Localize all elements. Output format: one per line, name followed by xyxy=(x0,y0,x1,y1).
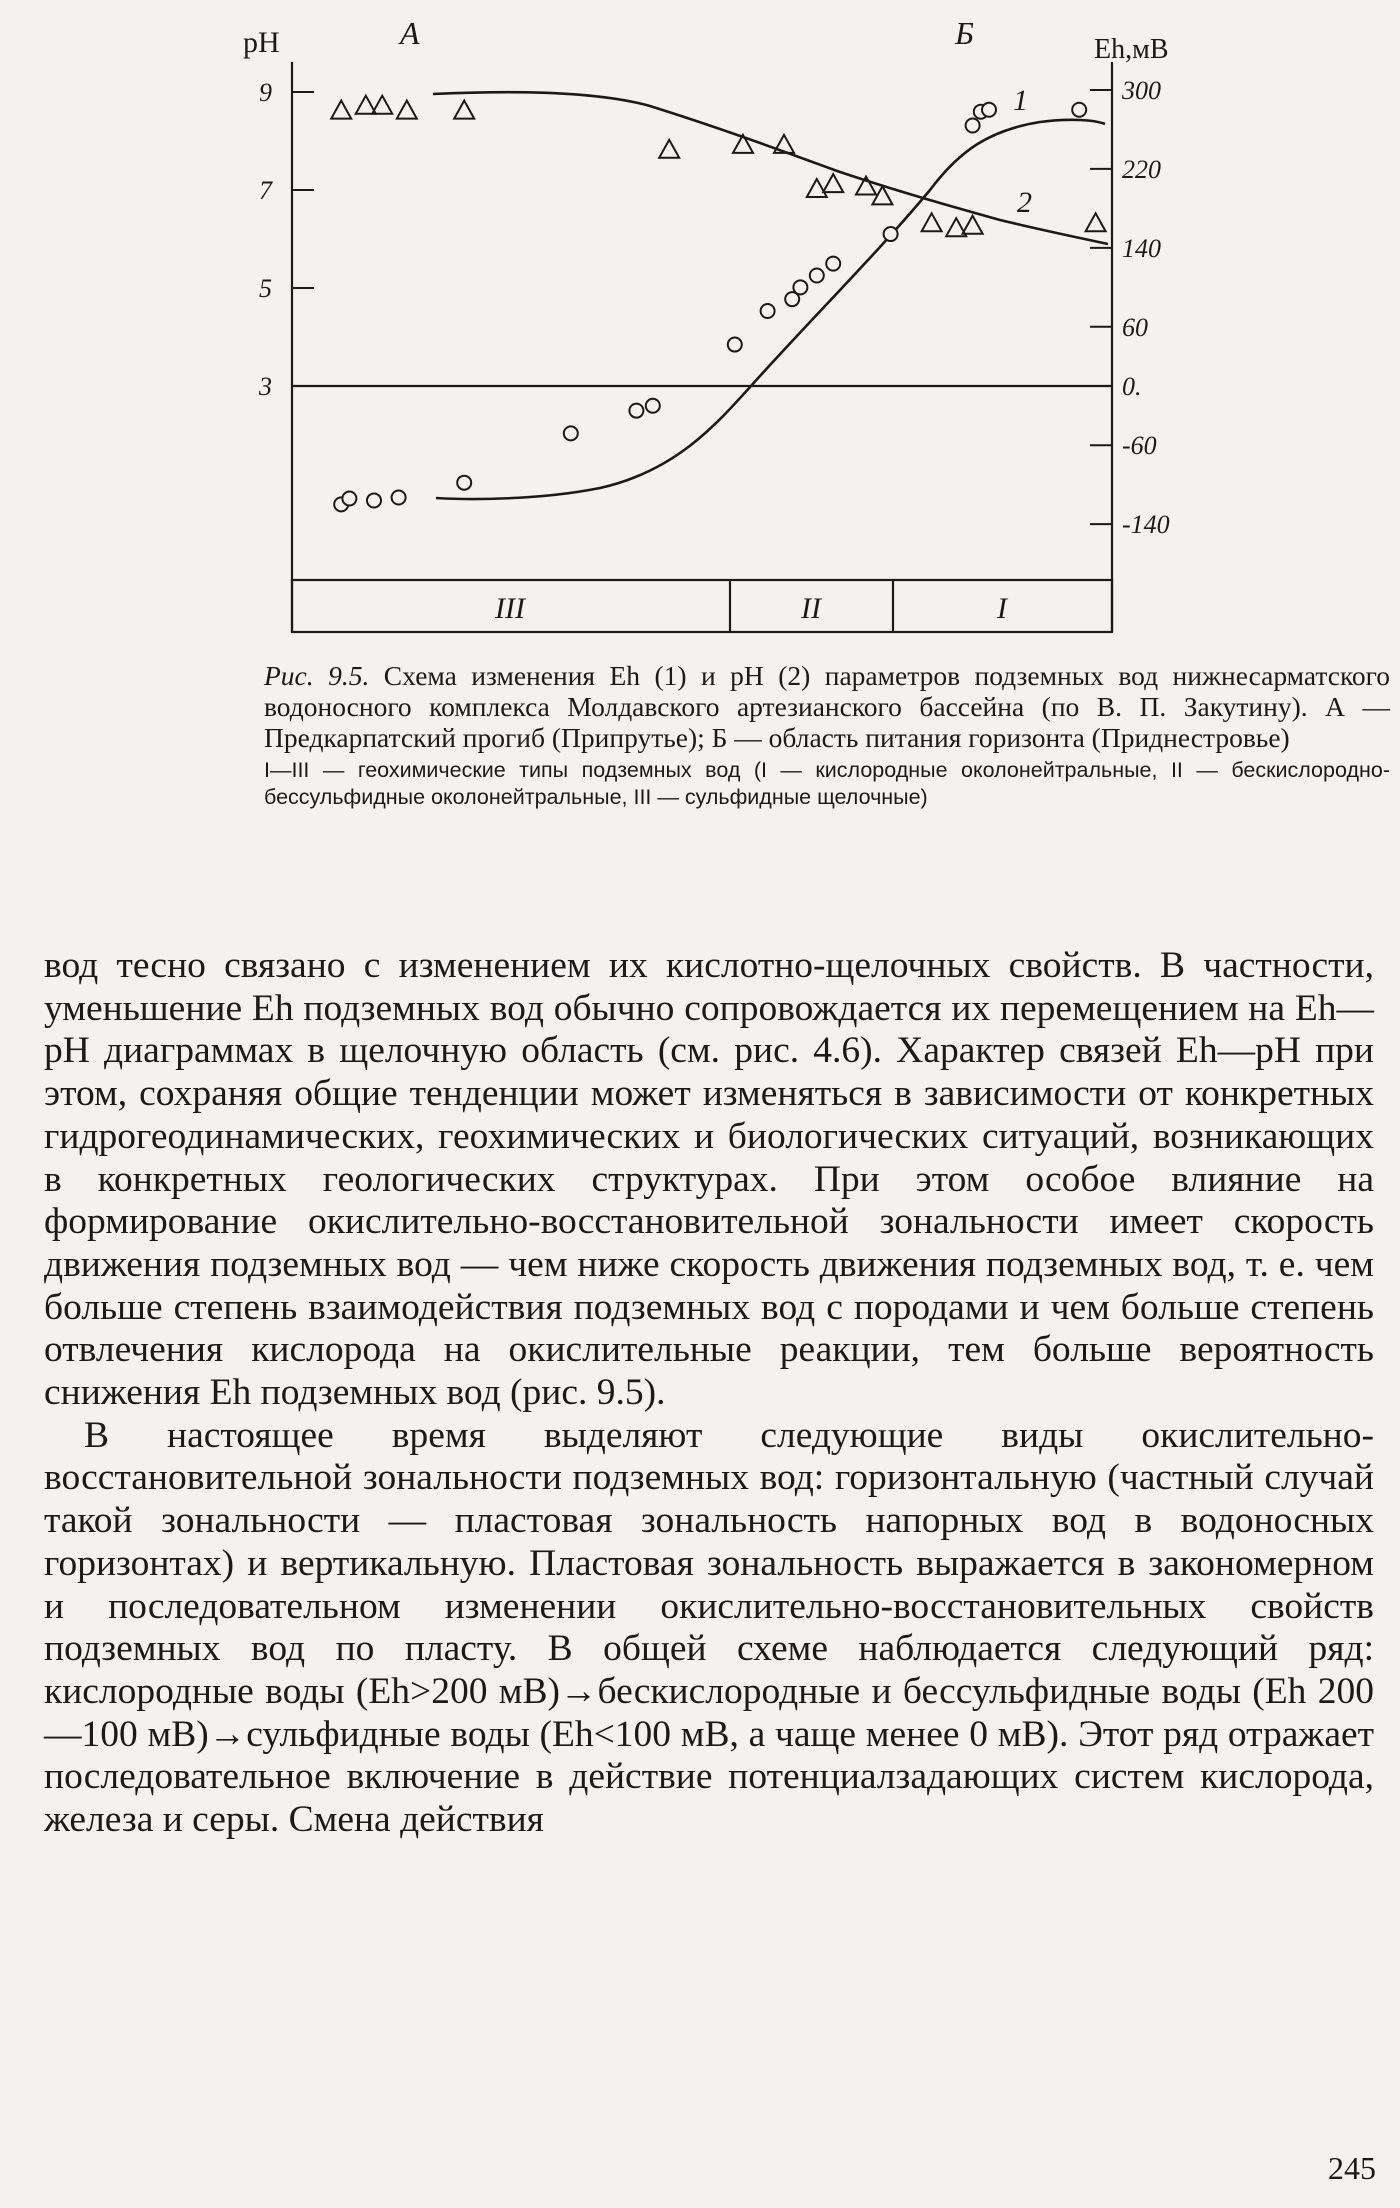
zone-label-II: II xyxy=(801,592,821,625)
series-1-point xyxy=(793,280,807,294)
series-1-point xyxy=(1072,103,1086,117)
right-axis-label: Eh,мВ xyxy=(1094,34,1169,65)
series-2-point xyxy=(922,213,942,231)
series-2-label: 2 xyxy=(1017,186,1032,219)
caption-text: Схема изменения Eh (1) и pH (2) параметров подземных вод нижнесарматского водоносного комплекса Молдавского артезианского бассейна (по В. П. Закутину). А — Предкарпатский прогиб (Припрутье); Б — область питания горизонта (Приднестровье) xyxy=(264,660,1390,753)
series-1-label: 1 xyxy=(1013,84,1028,117)
series-2-curve xyxy=(433,92,1108,244)
series-1-point xyxy=(982,103,996,117)
left-tick-label: 5 xyxy=(259,274,272,303)
series-2-point xyxy=(823,174,843,192)
paragraph-2: В настоящее время выделяют следующие виды окислительно-восстановительной зональности подземных вод: горизонтальную (частный случай такой зональности — пластовая зональность напорных вод в водоносных горизонтах) и вертикальную. Пластовая зональность выражается в закономерном и последовательном изменении окислительно-восстановительных свойств подземных вод по пласту. В общей схеме наблюдается следующий ряд: кислородные воды (Eh>200 мВ)→бескислородные и бессульфидные воды (Eh 200—100 мВ)→сульфидные воды (Eh<100 мВ, а чаще менее 0 мВ). Этот ряд отражает последовательное включение в действие потенциалзадающих систем кислорода, железа и серы. Смена действия xyxy=(44,1414,1374,1841)
series-1-point xyxy=(392,490,406,504)
zones-strip xyxy=(292,580,1112,632)
series-1-point xyxy=(367,493,381,507)
page-number: 245 xyxy=(1328,2150,1376,2186)
right-tick-label: 220 xyxy=(1122,154,1161,184)
left-tick-label: 7 xyxy=(259,176,272,205)
left-axis-label: pH xyxy=(243,26,280,59)
series-1-point xyxy=(646,399,660,413)
right-tick-label: 0. xyxy=(1122,372,1142,401)
region-a-label: А xyxy=(400,15,420,51)
series-1-point xyxy=(761,304,775,318)
right-tick-label: -60 xyxy=(1122,431,1157,461)
figure-number: Рис. 9.5. xyxy=(264,660,370,691)
series-2-point xyxy=(963,216,983,234)
figure-caption xyxy=(264,660,1390,811)
region-b-label: Б xyxy=(955,15,974,51)
zone-label-III: III xyxy=(495,592,525,625)
right-axis-ticks xyxy=(1090,76,1170,539)
series-1-point xyxy=(810,268,824,282)
caption-notes: I—III — геохимические типы подземных вод (I — кислородные околонейтральные, II — бескислородно-бессульфидные околонейтральные, III — сульфидные щелочные) xyxy=(264,758,1390,809)
series-1-point xyxy=(826,257,840,271)
series-2-point xyxy=(807,179,827,197)
paragraph-1: вод тесно связано с изменением их кислотно-щелочных свойств. В частности, уменьшение Eh подземных вод обычно сопровождается их перемещением на Eh—pH диаграммах в щелочную область (см. рис. 4.6). Характер связей Eh—pH при этом, сохраняя общие тенденции может изменяться в зависимости от конкретных гидрогеодинамических, геохимических и биологических ситуаций, возникающих в конкретных геологических структурах. При этом особое влияние на формирование окислительно-восстановительной зональности имеет скорость движения подземных вод — чем ниже скорость движения подземных вод, т. е. чем больше степень взаимодействия подземных вод с породами и чем больше степень отвлечения кислорода на окислительные реакции, тем больше вероятность снижения Eh подземных вод (рис. 9.5). xyxy=(44,945,1374,1414)
series-2-point xyxy=(331,101,351,119)
right-tick-label: -140 xyxy=(1122,510,1170,540)
left-axis-ticks xyxy=(258,78,314,401)
series-2-point xyxy=(397,101,417,119)
series-1-point xyxy=(884,227,898,241)
right-tick-label: 140 xyxy=(1122,233,1161,263)
series-1-point xyxy=(966,119,980,133)
series-1-point xyxy=(342,491,356,505)
right-tick-label: 60 xyxy=(1122,312,1148,342)
series-2-point xyxy=(454,101,474,119)
body-text xyxy=(44,945,1374,1842)
series-1-point xyxy=(629,404,643,418)
right-tick-label: 300 xyxy=(1122,76,1161,105)
left-tick-label: 3 xyxy=(259,372,272,401)
series-2-point xyxy=(1086,213,1106,231)
zone-label-I: I xyxy=(997,592,1007,625)
series-1-point xyxy=(564,426,578,440)
series-1-point xyxy=(457,476,471,490)
series-1-point xyxy=(728,338,742,352)
figure-eh-ph-chart xyxy=(0,0,1400,650)
series-2-point xyxy=(659,140,679,158)
left-tick-label: 9 xyxy=(259,78,272,107)
series-1-markers xyxy=(334,103,1086,512)
